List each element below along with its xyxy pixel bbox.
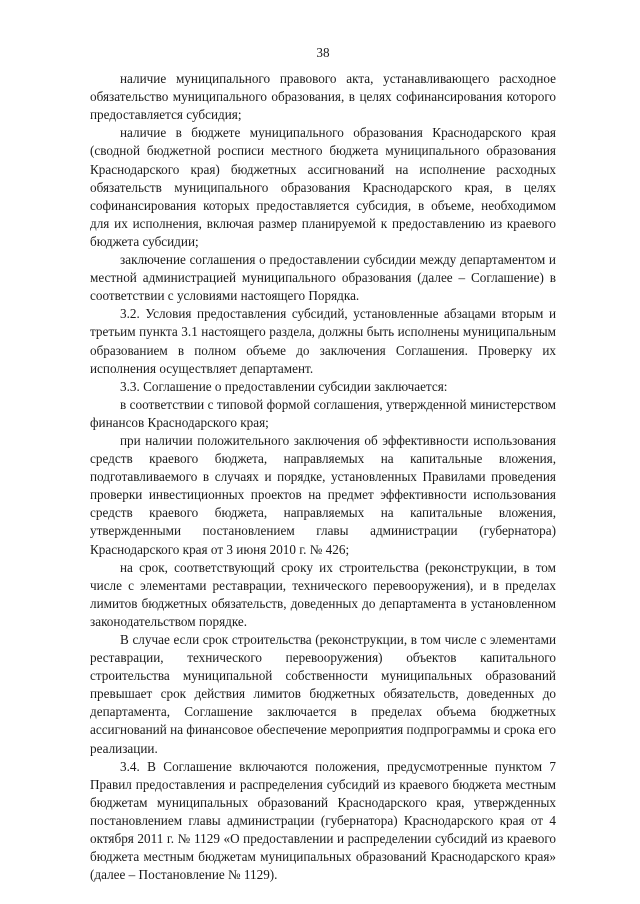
paragraph-clause-3-2: 3.2. Условия предоставления субсидий, установленные абзацами вторым и третьим пункта 3.1 настоящего раздела, должны быть исполнены муниципальным образованием в полном объеме до заключения Соглашения. Проверку их исполнения осуществляет департамент. bbox=[90, 306, 556, 376]
paragraph-clause-3-4: 3.4. В Соглашение включаются положения, предусмотренные пунктом 7 Правил предоставления и распределения субсидий из краевого бюджета местным бюджетам муниципальных образований Краснодарского края, утвержденных постановлением главы администрации (губернатора) Краснодарского края от 4 октября 2011 г. № 1129 «О предоставлении и распределении субсидий из краевого бюджета местным бюджетам муниципальных образований Краснодарского края» (далее – Постановление № 1129). bbox=[90, 758, 556, 883]
paragraph-term: на срок, соответствующий сроку их строительства (реконструкции, в том числе с элементами реставрации, технического перевооружения), и в пределах лимитов бюджетных обязательств, доведенных до департамента в установленном законодательством порядке. bbox=[90, 559, 556, 629]
paragraph-clause-3-3: 3.3. Соглашение о предоставлении субсидии заключается: bbox=[120, 378, 448, 394]
paragraph-construction-term-case: В случае если срок строительства (реконструкции, в том числе с элементами реставрации, технического перевооружения) объектов капитального строительства муниципальной собственности муниципальных образований превышает срок действия лимитов бюджетных обязательств, доведенных до департамента, Соглашение заключается в пределах объема бюджетных ассигнований на финансовое обеспечение мероприятия подпрограммы и срока его реализации. bbox=[90, 632, 556, 756]
paragraph-efficiency-conclusion: при наличии положительного заключения об эффективности использования средств краевого бюджета, направляемых на капитальные вложения, подготавливаемого в случаях и порядке, установленных Правилами проведения проверки инвестиционных проектов на предмет эффективности использования средств краевого бюджета, направляемых на капитальные вложения, утвержденными постановлением главы администрации (губернатора) Краснодарского края от 3 июня 2010 г. № 426; bbox=[90, 432, 556, 557]
paragraph-budget-allocation-condition: наличие в бюджете муниципального образования Краснодарского края (сводной бюджетной росписи местного бюджета муниципального образования Краснодарского края) бюджетных ассигнований на исполнение расходных обязательств муниципального образования Краснодарского края, в целях софинансирования которых предоставляется субсидия, в объеме, необходимом для их исполнения, включая размер планируемой к предоставлению из краевого бюджета субсидии; bbox=[90, 125, 556, 249]
paragraph-agreement-condition: заключение соглашения о предоставлении субсидии между департаментом и местной администрацией муниципального образования (далее – Соглашение) в соответствии с условиями настоящего Порядка. bbox=[90, 252, 556, 304]
page-number: 38 bbox=[316, 45, 330, 60]
paragraph-legal-act-condition: наличие муниципального правового акта, устанавливающего расходное обязательство муниципального образования, в целях софинансирования которого предоставляется субсидия; bbox=[90, 71, 556, 123]
paragraph-standard-form: в соответствии с типовой формой соглашения, утвержденной министерством финансов Краснодарского края; bbox=[90, 396, 556, 430]
document-page bbox=[90, 44, 556, 884]
